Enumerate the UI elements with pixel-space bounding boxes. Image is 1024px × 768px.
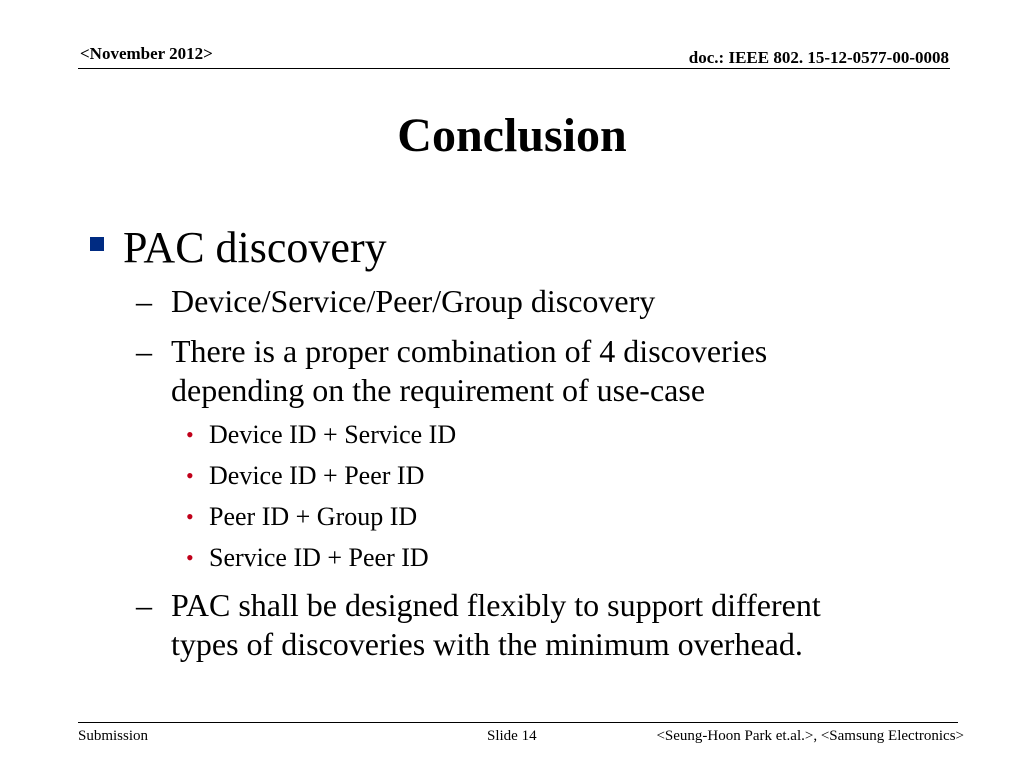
nested-bullet-text: Device ID + Peer ID — [209, 461, 425, 490]
sub-bullet-text-line-2: depending on the requirement of use-case — [171, 372, 706, 408]
nested-bullet-text: Peer ID + Group ID — [209, 502, 418, 531]
dash-icon: – — [136, 333, 152, 369]
nested-bullet-text: Device ID + Service ID — [209, 420, 457, 449]
footer-authors: <Seung-Hoon Park et.al.>, <Samsung Electronics> — [656, 728, 964, 744]
round-bullet-icon: • — [186, 545, 194, 570]
slide-title: Conclusion — [397, 109, 627, 162]
nested-bullet-text: Service ID + Peer ID — [209, 543, 429, 572]
footer-submission: Submission — [78, 728, 149, 744]
footer-slide-number: Slide 14 — [487, 728, 537, 744]
round-bullet-icon: • — [186, 422, 194, 447]
bullet-pac-discovery: PAC discovery — [123, 223, 387, 272]
dash-icon: – — [136, 587, 152, 623]
sub-bullet-text-line-1: There is a proper combination of 4 discoveries — [171, 333, 768, 369]
round-bullet-icon: • — [186, 504, 194, 529]
sub-bullet-text-line-2: types of discoveries with the minimum overhead. — [171, 626, 803, 662]
sub-bullet-text: Device/Service/Peer/Group discovery — [171, 283, 656, 319]
sub-bullet-text-line-1: PAC shall be designed flexibly to support different — [171, 587, 821, 623]
square-bullet-icon — [90, 237, 104, 251]
round-bullet-icon: • — [186, 463, 194, 488]
header-date: <November 2012> — [80, 44, 213, 63]
footer-divider — [78, 722, 958, 723]
header-divider — [78, 68, 950, 69]
header-doc-id: doc.: IEEE 802. 15-12-0577-00-0008 — [688, 48, 949, 67]
dash-icon: – — [136, 283, 152, 319]
